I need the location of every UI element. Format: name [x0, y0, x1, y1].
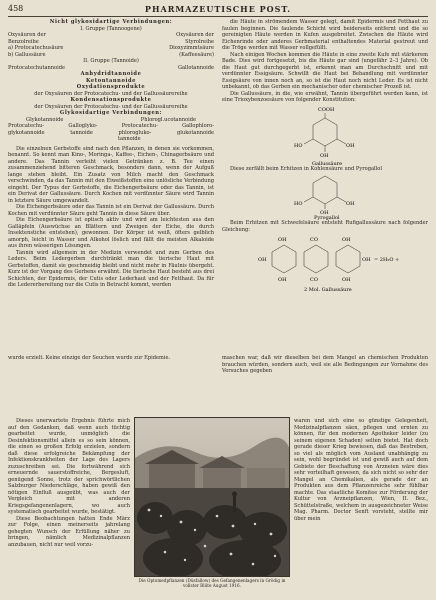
svg-text:OH: OH	[320, 152, 329, 159]
right-column	[222, 19, 428, 293]
heading-anhydride: Anhydridtannoide	[80, 71, 142, 77]
heading-glycoside: Glykosidartige Verbindungen:	[59, 110, 163, 116]
paragraph: Die Gallussäure, in die, wie erwähnt, Tannin übergeführt werden kann, ist eine Trioxybenzoesäure von folgender Konstitution:	[222, 90, 428, 103]
svg-text:OH: OH	[278, 237, 287, 243]
svg-text:OH: OH	[258, 257, 267, 263]
class-row: Protocatechutannoide Gallotannoide	[8, 64, 214, 71]
svg-text:CO: CO	[310, 277, 318, 283]
class-row: Benzolreihe Styrolreihe	[8, 38, 214, 45]
heading-keton: Ketontannoide	[85, 77, 136, 84]
gallic-acid-formula	[222, 104, 428, 166]
rufigallic-structure	[222, 233, 428, 293]
paragraph: Beim Erhitzen mit Schwefelsäure entsteht Rufigallussäure nach folgender Gleichung:	[222, 220, 428, 233]
photo-caption: Die Optomedpflanzen (Düsfallow) des Gefangenenlagers in Grödig in vollster Blüte August 1916.	[138, 578, 286, 588]
paragraph: Tannin wird allgemein in der Medizin verwendet und zum Gerben des Leders. Beim Ledergerben durchtränkt man die tierische Haut mit Gerbstoffen, damit sie geschmeidig bleibt und nicht mehr in Fäulnis übergeht. Kurz ist der Vorgang des Gerbens erwähnt. Die tierische Haut besteht aus drei Schichten, der Epidermis, der Cutis oder Lederhaut und der Fetthaut. Da für die Ledererbereitung nur die Cutis in Betracht kommt, werden	[8, 249, 214, 288]
svg-text:OH: OH	[346, 201, 355, 207]
paragraph: wurde erzielt. Keine einzige der Seuchen wurde zur Epidemie.	[8, 355, 171, 361]
class-row: Oxysäuren der Oxysäuren der	[8, 32, 214, 38]
formula-caption: 2 Mol. Gallussäure	[304, 287, 352, 293]
paragraph: maschen war, daß wir dieselben bei dem Mangel an chemischen Produkten brauchen würden, sondern auch, weil sie alle Bedingungen zur Vornahme des Versuches gegeben	[222, 355, 428, 374]
formula-caption: Gallussäure	[312, 160, 343, 166]
page-header	[8, 4, 428, 16]
group-2-label: II. Gruppe (Tannoide)	[83, 58, 139, 64]
svg-text:HO: HO	[294, 201, 303, 207]
header-rule	[8, 16, 428, 17]
svg-text:OH: OH	[320, 210, 329, 216]
left-flow-text	[8, 418, 130, 548]
svg-text:OH: OH	[342, 277, 351, 283]
group-1-label: I. Gruppe (Tannoogene)	[80, 25, 142, 32]
paragraph: Diese zerfällt beim Erhitzen in Kohlensäure und Pyrogallol	[230, 165, 382, 172]
paragraph: Nach einigen Wochen kommen die Häute in eine zweite Kufe mit stärkerem Bade. Dies wird fortgesetzt, bis die Häute gar sind (ungefähr 2–3 Jahre). Ob die Haut gut durchgegerbt ist, erkennt man am Durchschnitt und mit verdünnter Essigsäure. Schwillt die Haut bei Behandlung mit verdünnter Essigsäure von innen noch an, so ist die Haut noch nicht Leder. Es ist nicht unbekannt, ob das Gerben ein mechanischer oder chemischer Prozeß ist.	[222, 51, 428, 90]
heading-oxidation: Oxydationsprodukte	[76, 84, 146, 90]
rufigallic-formula	[222, 233, 428, 293]
formula-caption: Pyrogallol	[314, 215, 340, 220]
paragraph: Diese Beobachtungen hatten Ende März zur Folge, einen meinerseits jahrelang gehegten Wunsch der Erfüllung näher zu bringen, nämlich Medizinalpflanzen anzubauen, nicht nur weil vorzu-	[8, 515, 130, 548]
paragraph: waren und sich eine so günstige Gelegenheit, Medizinalpflanzen säen, pflegen und ernten zu können, für den modernen Apotheker leider (zu seinem eigenen Schaden) selten bietet. Hat doch gerade dieser Krieg bewiesen, daß das Bestreben, so viel als möglich vom Ausland unabhängig zu sein, wohl begründet ist und gewiß auch auf dem Gebiete der Beschaffung von Arzneien wäre dies sehr vorteilhaft gewesen, da sich nicht so sehr der Mangel an Chemikalien, als gerade der an Produkten aus dem Pflanzenreiche sehr fühlbar machte. Das staatliche Komitee zur Förderung der Kultur von Arzneipflanzen, Wien, II. Bez., Schüttelstraße, welchem in ausgezeichneter Weise Mag. Pharm. Doctor Senft vorsteht, stellte mir über mein	[294, 418, 428, 522]
formula-text: COOH	[318, 106, 335, 113]
svg-text:OH: OH	[362, 257, 371, 263]
paragraph: die Häute in strömendem Wasser gelegt, damit Epidermis und Fetthaut zu faulen beginnen. Die faulende Schicht wird beiderseits entfernt und die so gereinigten Häute werden in Kufen ausgebreitet. Zwischen die Häute wird Eichenrinde oder anderes Gerbmaterial enthaltendes Material gestreut und die Tröge werden mit Wasser vollgefüllt.	[222, 19, 428, 51]
page-number: 458	[8, 4, 24, 13]
class-row: Glykotannoide Phlorogl.ucotannoide	[26, 116, 196, 123]
pyrogallol-formula	[222, 172, 428, 220]
class-row: a) Protocatechusäure Dioxyzimmtsäure	[8, 45, 214, 51]
class-line: der Oxysäuren der Protocatechu- und der Gallussäurereihe	[34, 103, 188, 110]
class-row: glykotannoide tannoide phlorogluko- glukotannoide	[8, 129, 214, 136]
photo-figure	[134, 417, 290, 587]
pyrogallol-structure	[222, 172, 428, 220]
class-row: tannoide	[118, 136, 141, 142]
camp-photo-image	[135, 418, 290, 577]
class-row: Protocatechu- Galloglyko- Protocatechu- Gallophloro-	[8, 123, 214, 129]
svg-text:OH: OH	[346, 142, 355, 149]
heading-non-glycoside: Nicht glykosidartige Verbindungen:	[49, 19, 173, 25]
left-column	[8, 19, 214, 289]
paragraph: Die Eichengerbsäure ist optisch aktiv und wird am leichtesten aus den Galläpfeln (Auswüchse an Blättern und Zweigen der Eiche, die durch Insektenstiche entstehen), gewonnen. Der Körper ist weiß, öfters gelblich amorph, leicht in Wasser und Alkohol löslich und fällt die meisten Alkaloide aus ihren wässerigen Lösungen.	[8, 217, 214, 249]
article-bottom	[8, 355, 428, 375]
svg-text:OH: OH	[278, 277, 287, 283]
journal-title: PHARMAZEUTISCHE POST.	[144, 4, 292, 14]
paragraph: Die Eichengerbsäure oder das Tannin ist ein Derivat der Gallussäure. Durch Kochen mit verdünnter Säure geht Tannin in diese Säure über.	[8, 204, 214, 217]
formula-text: = 2H₂O +	[374, 257, 400, 263]
class-row: b) Gallussäure (Kaffeesäure)	[8, 51, 214, 58]
paragraph: Die einzelnen Gerbstoffe sind nach den Pflanzen, in denen sie vorkommen, benannt. So kennt man Kino-, Moringa-, Kaffee-, Eichen-, Chinagerbsäure und andere. Das Tannin verleiht vielen Getränken z. B. Tee einen zusammenziehend bitteren Geschmack, besonders dann, wenn der Aufguß lange stehen bleibt. Ein Zusatz von Milch macht den Geschmack verschwinden, da das Tannin mit den Eiweißstoffen eine unlösliche Verbindung eingeht. Der Typus der Gerbstoffe, die Eichengerbsäure oder das Tannin, ist ein Derivat der Gallussäure. Durch Kochen mit verdünnter Säure wird Tannin in letztere Säure umgewandelt.	[8, 145, 214, 204]
class-line: der Oxysäuren der Protocatechu- und der Gallussäurereihe	[34, 90, 188, 97]
svg-text:OH: OH	[342, 237, 351, 243]
svg-text:HO: HO	[294, 142, 303, 149]
camp-photo	[134, 417, 290, 577]
paragraph: Dieses unerwartete Ergebnis führte mich auf den Gedanken, daß wenn auch tüchtig gearbeitet wurde, unmöglich die Desinfektionsmittel allein es so sein können, die einen so großen Erfolg erzielen, sondern daß diese erfolgreiche Bekämpfung der Infektionskrankheiten der Lage des Lagers zuzuschreiben sei. Die fortwährend sich erneuernde sauerstoffreiche, Bergesluft, genügend Sonne, trotz der sprichwörtlichen Salzburger Niederschläge, haben gewiß den nötigen Einfluß ausgeübt, was auch der Vergleich mit anderen Kriegsgefangenenlagern, wo auch systematisch gearbeitet wurde, bestätigt.	[8, 418, 130, 515]
heading-condensation: Kondensationsprodukte	[70, 97, 152, 103]
right-flow-text	[294, 418, 428, 522]
svg-text:CO: CO	[310, 237, 318, 243]
gallic-acid-structure	[222, 104, 428, 166]
